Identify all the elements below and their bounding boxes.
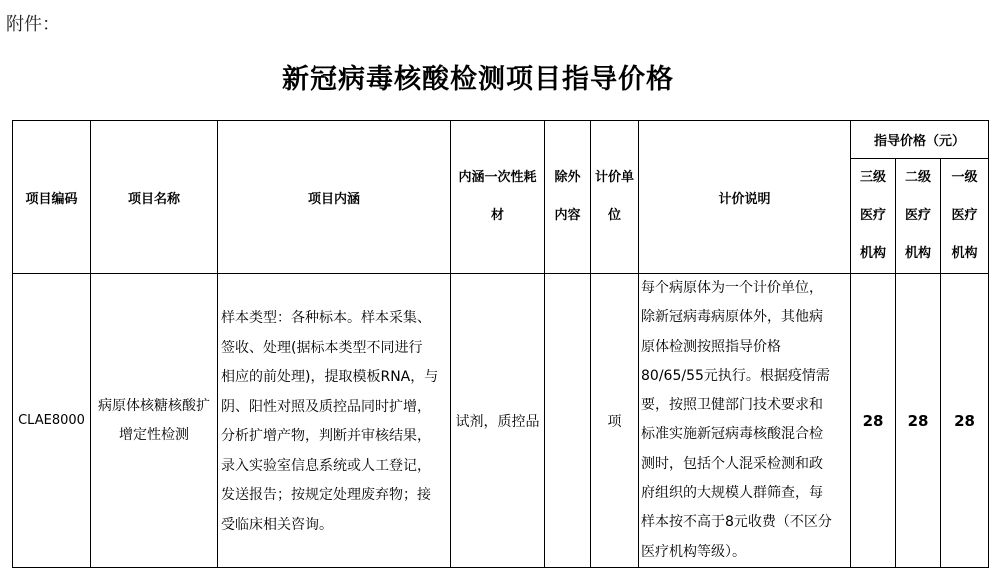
cell-content-line4: 阴、阳性对照及质控品同时扩增， [221,398,431,415]
cell-price-level1: 28 [941,274,989,568]
header-unit [591,121,639,274]
cell-price-level2: 28 [896,274,941,568]
cell-price-level3: 28 [851,274,896,568]
price-table [12,120,989,568]
cell-consumables: 试剂，质控品 [451,274,545,568]
header-guide-price: 指导价格（元） [851,121,989,159]
cell-content-line1: 样本类型：各种标本。样本采集、 [221,310,431,326]
cell-content-line2: 签收、处理(据标本类型不同进行 [221,339,423,356]
cell-content-line3: 相应的前处理)，提取模板RNA，与 [221,369,439,385]
header-consumables-line1: 内涵一次性耗 [458,170,537,185]
table-row [13,274,989,568]
cell-description-line6: 标准实施新冠病毒核酸混合检 [641,426,823,443]
page-title: 新冠病毒核酸检测项目指导价格 [282,64,674,95]
header-excluded-line2: 内容 [554,208,581,223]
cell-description-line4: 80/65/55元执行。根据疫情需 [641,367,830,384]
cell-unit: 项 [591,274,639,568]
cell-description-line1: 每个病原体为一个计价单位， [641,280,823,296]
header-excluded-line1: 除外 [554,170,581,185]
cell-description-line9: 样本按不高于8元收费（不区分 [641,514,832,531]
header-name: 项目名称 [91,121,218,274]
cell-name-line2: 增定性检测 [119,426,189,443]
header-level2 [896,159,941,274]
header-unit-line2: 位 [607,208,621,223]
cell-content [218,274,451,568]
cell-description [639,274,851,568]
cell-name-line1: 病原体核糖核酸扩 [98,397,210,414]
header-consumables-line2: 材 [490,208,504,223]
attachment-label: 附件： [6,14,60,35]
header-level1-line3: 机构 [951,246,978,261]
cell-content-line7: 发送报告；按规定处理废弃物；接 [221,487,431,503]
cell-description-line7: 测时，包括个人混采检测和政 [641,455,823,472]
header-level3-line3: 机构 [859,246,886,261]
cell-description-line3: 原体检测按照指导价格 [641,338,781,355]
header-excluded [545,121,591,274]
cell-name [91,274,218,568]
cell-content-line5: 分析扩增产物，判断并审核结果， [221,428,431,444]
header-level2-line3: 机构 [904,246,931,261]
header-consumables [451,121,545,274]
header-level3-line2: 医疗 [859,208,886,223]
header-code: 项目编码 [13,121,91,274]
cell-description-line5: 要，按照卫健部门技术要求和 [641,397,823,414]
header-content: 项目内涵 [218,121,451,274]
header-level2-line1: 二级 [904,170,931,185]
header-unit-line1: 计价单 [594,170,634,185]
header-level2-line2: 医疗 [904,208,931,223]
header-description: 计价说明 [639,121,851,274]
cell-description-line10: 医疗机构等级）。 [641,543,746,560]
header-level1-line2: 医疗 [951,208,978,223]
cell-excluded [545,274,591,568]
cell-code: CLAE8000 [13,274,91,568]
cell-content-line8: 受临床相关咨询。 [221,516,333,533]
cell-description-line8: 府组织的大规模人群筛查，每 [641,485,823,502]
cell-content-line6: 录入实验室信息系统或人工登记， [221,457,431,474]
header-level3 [851,159,896,274]
header-level3-line1: 三级 [859,170,886,185]
cell-description-line2: 除新冠病毒病原体外，其他病 [641,309,823,326]
header-row-1 [13,121,989,159]
header-level1 [941,159,989,274]
header-level1-line1: 一级 [951,170,978,185]
